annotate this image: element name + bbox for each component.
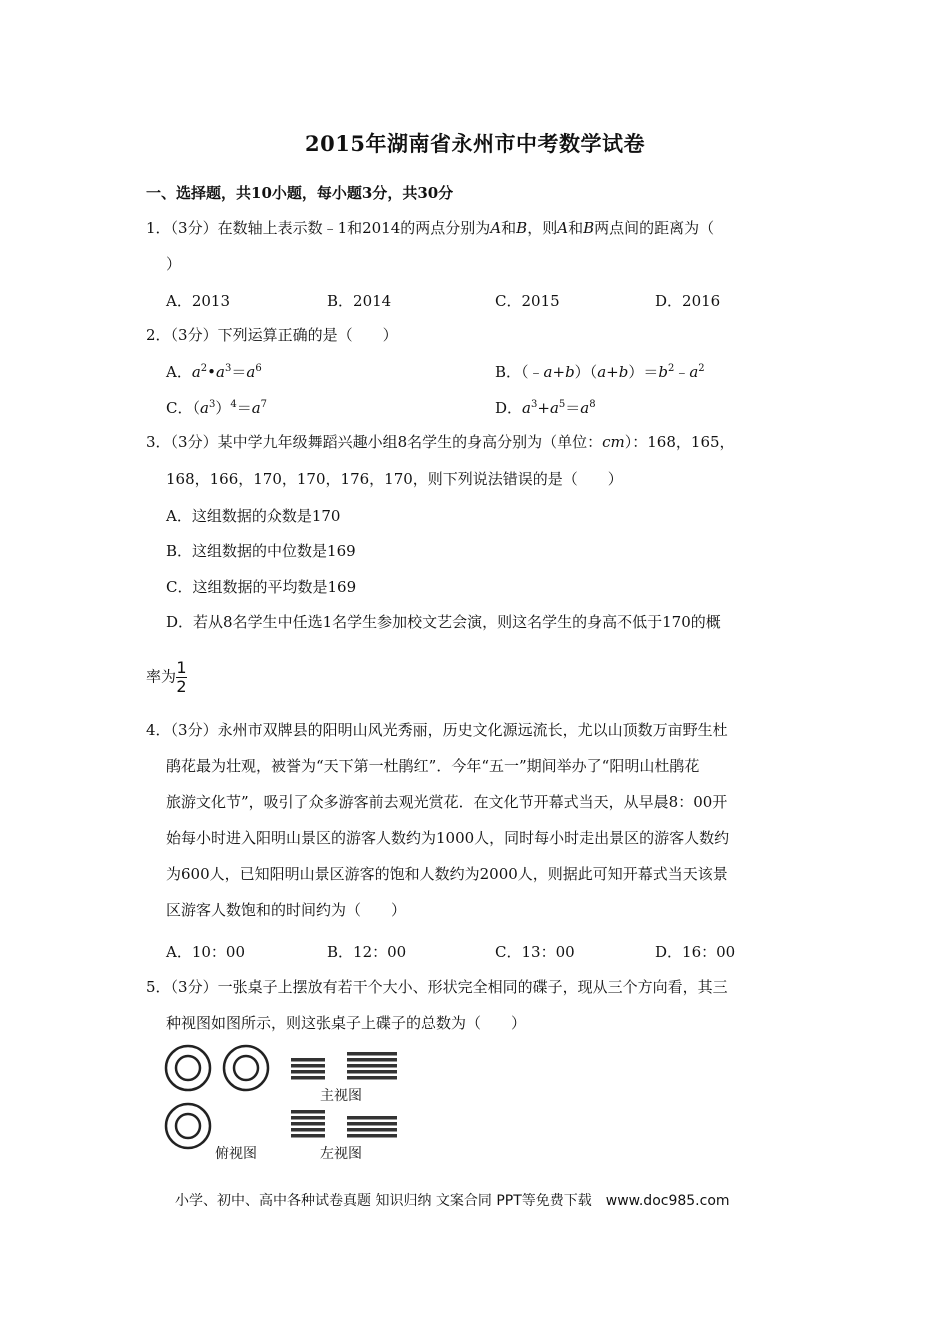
top-view-label: 俯视图	[215, 1146, 257, 1162]
q3-stem-line2: 168，166，170，170，176，170，则下列说法错误的是（ ）	[166, 470, 623, 488]
q1-stem-line1: 1．（3分）在数轴上表示数﹣1和2014的两点分别为A和B，则A和B两点间的距离为（	[146, 219, 715, 237]
q2-option-b: B．$(﹣a+b)(a+b)=b^2﹣a^2$	[495, 363, 705, 381]
q4-stem-line3: 旅游文化节”，吸引了众多游客前去观光赏花．在文化节开幕式当天，从早晨8：00开	[166, 793, 728, 811]
q3-stem-line1: 3．（3分）某中学九年级舞蹈兴趣小组8名学生的身高分别为（单位：cm）：168，165，	[146, 433, 735, 451]
q4-option-c: C．13：00	[495, 943, 575, 961]
q1-option-b: B．2014	[327, 292, 392, 310]
q4-stem-line6: 区游客人数饱和的时间约为（ ）	[166, 901, 407, 919]
left-view-stack-1	[291, 1110, 325, 1138]
footer-text: 小学、初中、高中各种试卷真题 知识归纳 文案合同 PPT等免费下载 www.doc985.com	[175, 1193, 730, 1209]
q1-option-a: A．2013	[166, 292, 231, 310]
front-view-stack-1	[291, 1058, 325, 1080]
q1-stem-line2: ）	[166, 255, 182, 273]
q3-option-a: A．这组数据的众数是170	[166, 507, 341, 525]
q2-option-d: D．$a^3+a^5=a^8$	[495, 399, 596, 417]
q4-stem-line5: 为600人，已知阳明山景区游客的饱和人数约为2000人，则据此可知开幕式当天该景	[166, 865, 728, 883]
q4-option-d: D．16：00	[655, 943, 736, 961]
q3-option-d-cont: 率为 $\frac{1}{2}$	[146, 658, 187, 696]
q4-stem-line4: 始每小时进入阳明山景区的游客人数约为1000人，同时每小时走出景区的游客人数约	[166, 829, 730, 847]
top-view-plate-1	[166, 1046, 210, 1090]
q2-option-a: A．$a^2•a^3=a^6$	[166, 363, 262, 381]
front-view-label: 主视图	[320, 1088, 362, 1104]
top-view-plate-2	[224, 1046, 268, 1090]
page-title: 2015年湖南省永州市中考数学试卷	[305, 131, 645, 156]
q2-option-c: C．$(a^3)^4=a^7$	[166, 399, 268, 417]
left-view-label: 左视图	[320, 1146, 362, 1162]
q3-option-c: C．这组数据的平均数是169	[166, 578, 357, 596]
q5-stem-line1: 5．（3分）一张桌子上摆放有若干个大小、形状完全相同的碟子，现从三个方向看，其三	[146, 978, 728, 996]
section-heading: 一、选择题，共10小题，每小题3分，共30分	[146, 184, 454, 202]
q5-stem-line2: 种视图如图所示，则这张桌子上碟子的总数为（ ）	[166, 1014, 527, 1032]
q3-option-b: B．这组数据的中位数是169	[166, 542, 356, 560]
fraction-one-half: $\frac{1}{2}$	[176, 658, 187, 696]
q3-option-d: D．若从8名学生中任选1名学生参加校文艺会演，则这名学生的身高不低于170的概	[166, 613, 721, 631]
q4-stem-line1: 4．（3分）永州市双牌县的阳明山风光秀丽，历史文化源远流长，尤以山顶数万亩野生杜	[146, 721, 728, 739]
left-view-stack-2	[347, 1116, 397, 1138]
q1-option-d: D．2016	[655, 292, 721, 310]
q4-stem-line2: 鹃花最为壮观，被誉为“天下第一杜鹃红”．今年“五一”期间举办了“阳明山杜鹃花	[166, 757, 700, 775]
front-view-stack-2	[347, 1052, 397, 1080]
top-view-plate-3	[166, 1104, 210, 1148]
q4-option-a: A．10：00	[166, 943, 246, 961]
plates-three-views-figure	[160, 1040, 410, 1170]
q1-option-c: C．2015	[495, 292, 560, 310]
q4-option-b: B．12：00	[327, 943, 407, 961]
q2-stem: 2．（3分）下列运算正确的是（ ）	[146, 326, 398, 344]
